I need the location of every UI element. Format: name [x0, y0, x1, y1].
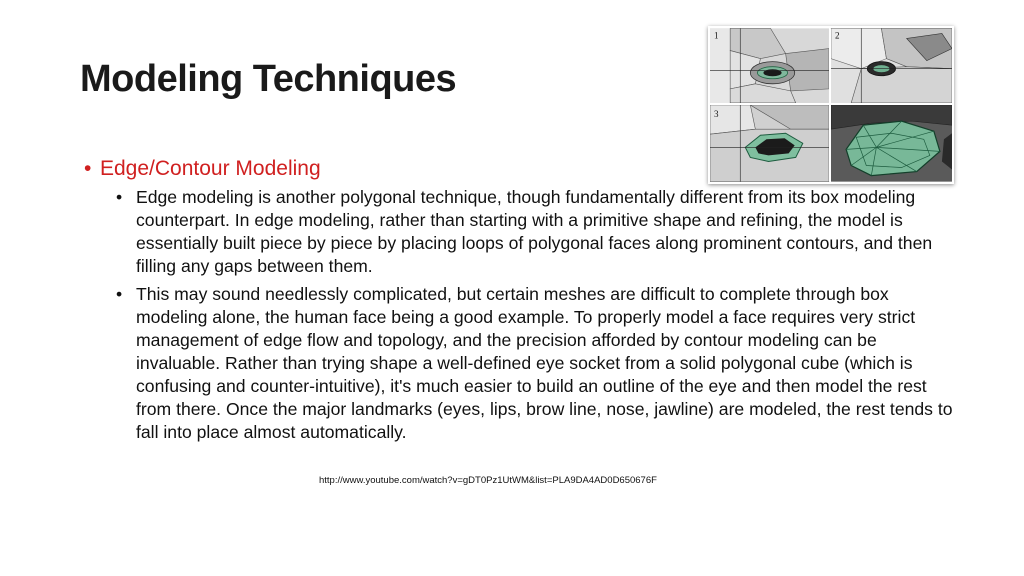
panel-2 [831, 28, 952, 103]
source-link[interactable]: http://www.youtube.com/watch?v=gDT0Pz1UtWM&list=PLA9DA4AD0D650676F [319, 475, 657, 486]
slide-title: Modeling Techniques [80, 58, 457, 100]
svg-text:3: 3 [714, 109, 719, 120]
svg-text:1: 1 [714, 30, 719, 41]
slide-content [86, 156, 956, 449]
panel-1 [710, 28, 829, 103]
section-heading: • Edge/Contour Modeling [86, 156, 956, 182]
sub-bullet-face-example: • This may sound needlessly complicated, but certain meshes are difficult to complete through box modeling alone, the human face being a good example. To properly model a face requires very strict management of edge flow and topology, and the precision afforded by contour modeling can be invaluable. Rather than trying shape a well-defined eye socket from a solid polygonal cube (which is confusing and counter-intuitive), it's much easier to build an outline of the eye and then model the rest from there. Once the major landmarks (eyes, lips, brow line, nose, jawline) are modeled, the rest tends to fall into place almost automatically. [86, 283, 956, 444]
svg-text:2: 2 [835, 30, 840, 41]
sub-bullet-edge-modeling: • Edge modeling is another polygonal technique, though fundamentally different from its box modeling counterpart. In edge modeling, rather than starting with a primitive shape and refining, the model is essentially built piece by piece by placing loops of polygonal faces along prominent contours, and then filling any gaps between them. [86, 186, 956, 278]
sub-bullet-list [86, 186, 956, 444]
